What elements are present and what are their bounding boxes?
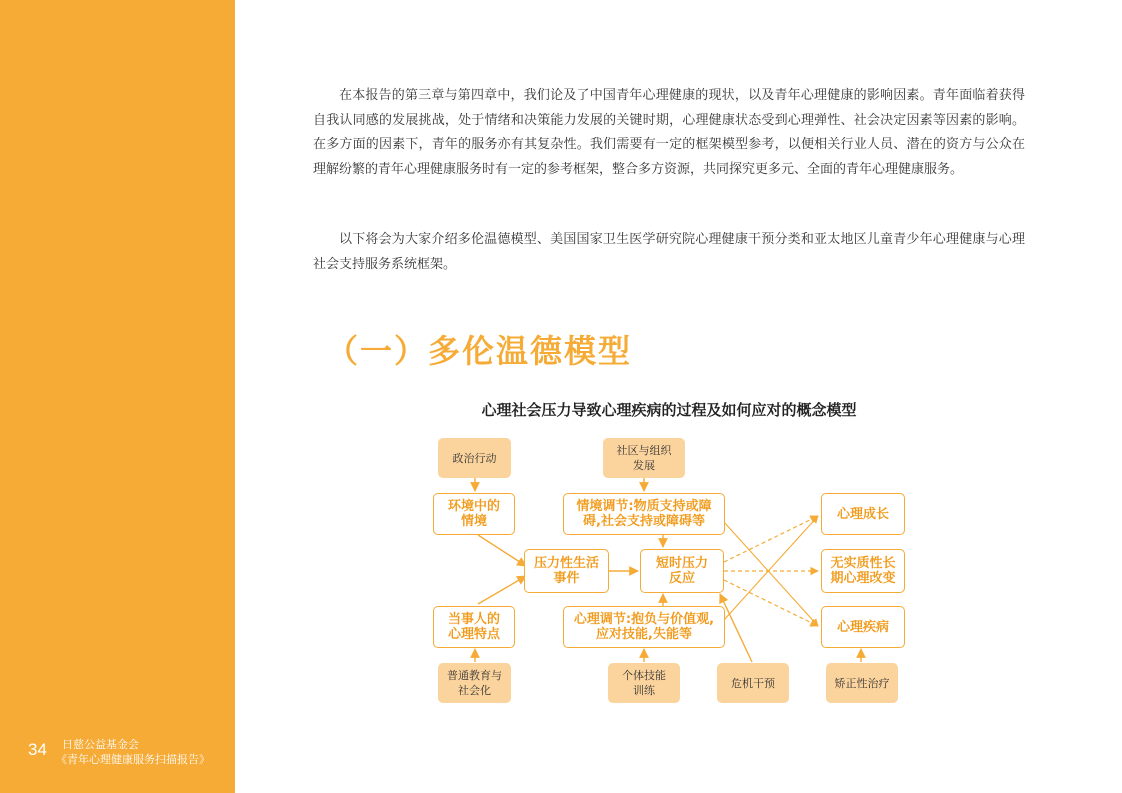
node-label: 心理疾病 [836, 619, 889, 635]
node-label: 社区与组织 发展 [616, 444, 672, 472]
intro-paragraph-2: 以下将会为大家介绍多伦温德模型、美国国家卫生医学研究院心理健康干预分类和亚太地区儿童青少年心理健康与心理社会支持服务系统框架。 [313, 232, 1025, 272]
node-label: 短时压力 反应 [655, 556, 708, 586]
page-number: 34 [28, 740, 47, 759]
node-community-development [603, 438, 685, 478]
footer-report-title: 《青年心理健康服务扫描报告》 [56, 753, 210, 766]
node-political-action [438, 438, 511, 478]
node-label: 无实质性长 期心理改变 [830, 556, 896, 586]
node-label: 普通教育与 社会化 [447, 669, 502, 697]
node-situation-adjustment [563, 493, 725, 535]
node-psychological-growth [821, 493, 905, 535]
node-label: 危机干预 [731, 676, 775, 690]
node-label: 当事人的 心理特点 [447, 612, 500, 642]
node-crisis-intervention [717, 663, 789, 703]
node-stressful-life-events [524, 549, 609, 593]
node-label: 压力性生活 事件 [533, 556, 599, 586]
arrow-traits-stress [478, 576, 526, 604]
node-skills-training [608, 663, 680, 703]
node-no-substantial-change [821, 549, 905, 593]
arrow-situation-illness [724, 522, 818, 626]
node-label: 政治行动 [452, 451, 497, 465]
node-label: 矫正性治疗 [834, 676, 890, 690]
arrow-mental-growth [724, 516, 818, 620]
arrow-short-growth [724, 516, 818, 562]
node-personal-traits [433, 606, 515, 648]
section-title: （一）多伦温德模型 [326, 332, 633, 370]
node-environment-situation [433, 493, 515, 535]
node-label: 心理调节:抱负与价值观, 应对技能,失能等 [573, 612, 715, 642]
node-label: 个体技能 训练 [622, 669, 666, 697]
node-education-socialization [438, 663, 511, 703]
diagram-title: 心理社会压力导致心理疾病的过程及如何应对的概念模型 [481, 401, 857, 419]
arrow-env-stress [478, 535, 526, 566]
node-mental-illness [821, 606, 905, 648]
node-short-term-stress [640, 549, 724, 593]
node-corrective-treatment [826, 663, 898, 703]
node-label: 环境中的 情境 [447, 499, 500, 529]
footer-org-name: 日慈公益基金会 [62, 738, 139, 751]
arrow-short-illness [724, 580, 818, 626]
node-mental-adjustment [563, 606, 725, 648]
node-label: 心理成长 [836, 506, 889, 522]
intro-paragraph: 在本报告的第三章与第四章中，我们论及了中国青年心理健康的现状，以及青年心理健康的影响因素。青年面临着获得自我认同感的发展挑战，处于情绪和决策能力发展的关键时期，心理健康状态受到心理弹性、社会决定因素等因素的影响。在多方面的因素下，青年的服务亦有其复杂性。我们需要有一定的框架模型参考，以便相关行业人员、潜在的资方与公众在理解纷繁的青年心理健康服务时有一定的参考框架，整合多方资源，共同探究更多元、全面的青年心理健康服务。 [313, 88, 1025, 177]
node-label: 情境调节:物质支持或障 碍,社会支持或障碍等 [576, 499, 712, 529]
